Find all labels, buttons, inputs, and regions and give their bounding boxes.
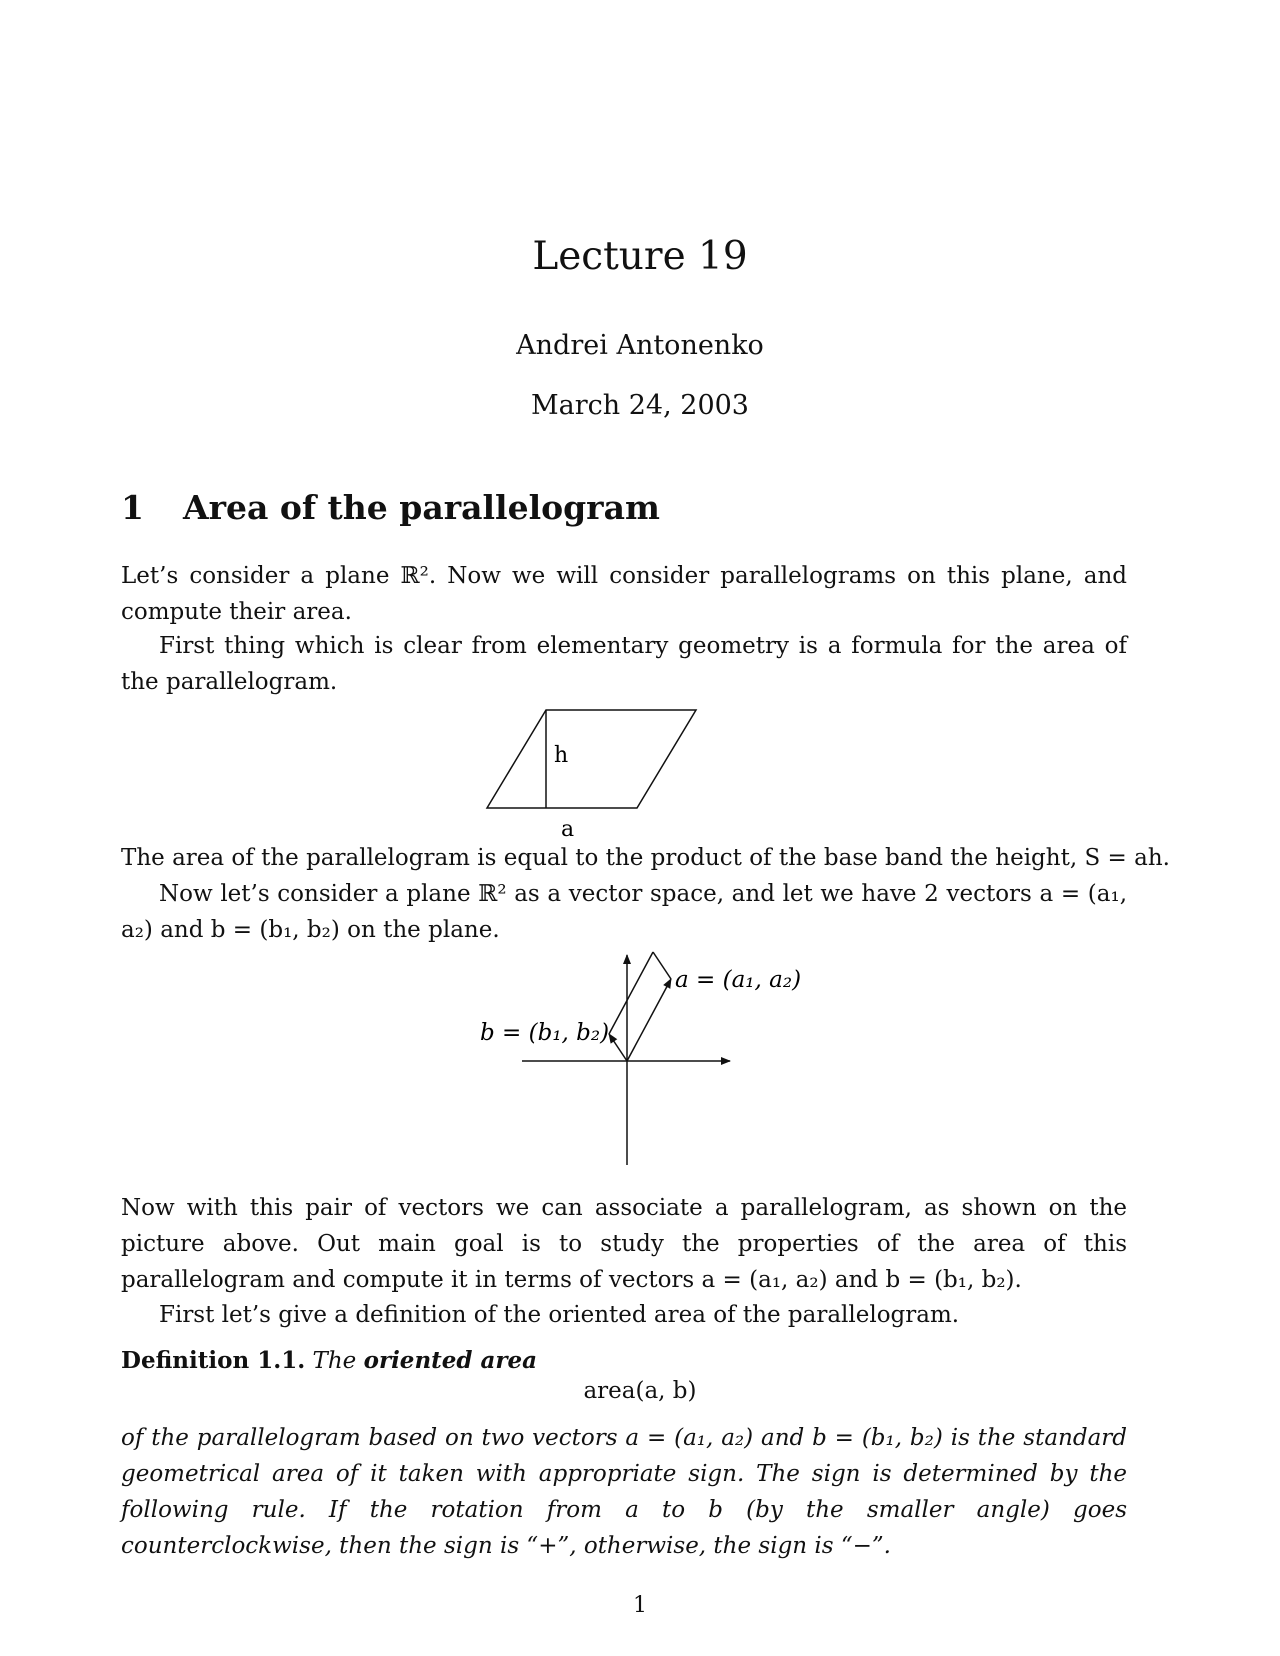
definition-formula: area(a, b) [583, 1378, 697, 1404]
section-title: Area of the parallelogram [183, 488, 660, 527]
definition-body: of the parallelogram based on two vectors a = (a₁, a₂) and b = (b₁, b₂) is the standard geometrical area of it taken with appropriate sign. The sign is determined by the following rule. If the rotation from a to b (by the smaller angle) goes counterclockwise, then the sign is “+”, otherwise, the sign is “−”. [121, 1425, 1127, 1559]
section-heading [121, 488, 660, 527]
paragraph-intro: Let’s consider a plane ℝ². Now we will consider parallelograms on this plane, and compute their area. [121, 563, 1127, 625]
author-name: Andrei Antonenko [516, 330, 764, 361]
parallelogram-side-a [653, 952, 671, 979]
vector-a-arrow [627, 979, 671, 1061]
definition-heading [121, 1343, 1127, 1379]
paragraph-definition-intro: First let’s give a definition of the oriented area of the parallelogram. [159, 1302, 960, 1328]
vector-a-label: a = (a₁, a₂) [675, 967, 802, 993]
height-label: h [554, 743, 569, 768]
parallelogram-side-b [609, 952, 653, 1034]
lecture-title: Lecture 19 [532, 234, 748, 279]
vector-b-label: b = (b₁, b₂) [480, 1020, 610, 1046]
parallelogram-shape [487, 710, 696, 808]
paragraph-elementary-geometry: First thing which is clear from elementary geometry is a formula for the area of the parallelogram. [121, 633, 1127, 695]
paragraph-vector-space: Now let’s consider a plane ℝ² as a vector space, and let we have 2 vectors a = (a₁, a₂) and b = (b₁, b₂) on the plane. [121, 881, 1127, 943]
paragraph-area-formula: The area of the parallelogram is equal to the product of the base band the height, S = ah. [121, 845, 1170, 871]
paragraph-main-goal: Now with this pair of vectors we can associate a parallelogram, as shown on the picture above. Out main goal is to study the properties of the area of this parallelogram and compute it in terms of vectors a = (a₁, a₂) and b = (b₁, b₂). [121, 1195, 1127, 1293]
base-label: a [561, 817, 575, 842]
section-number: 1 [121, 488, 144, 527]
definition-label: Definition 1.1. [121, 1347, 306, 1374]
definition-term: oriented area [363, 1347, 538, 1374]
vector-b-arrow [609, 1034, 627, 1061]
page-number: 1 [633, 1593, 647, 1618]
definition-intro: The [312, 1348, 357, 1374]
lecture-date: March 24, 2003 [531, 390, 749, 421]
